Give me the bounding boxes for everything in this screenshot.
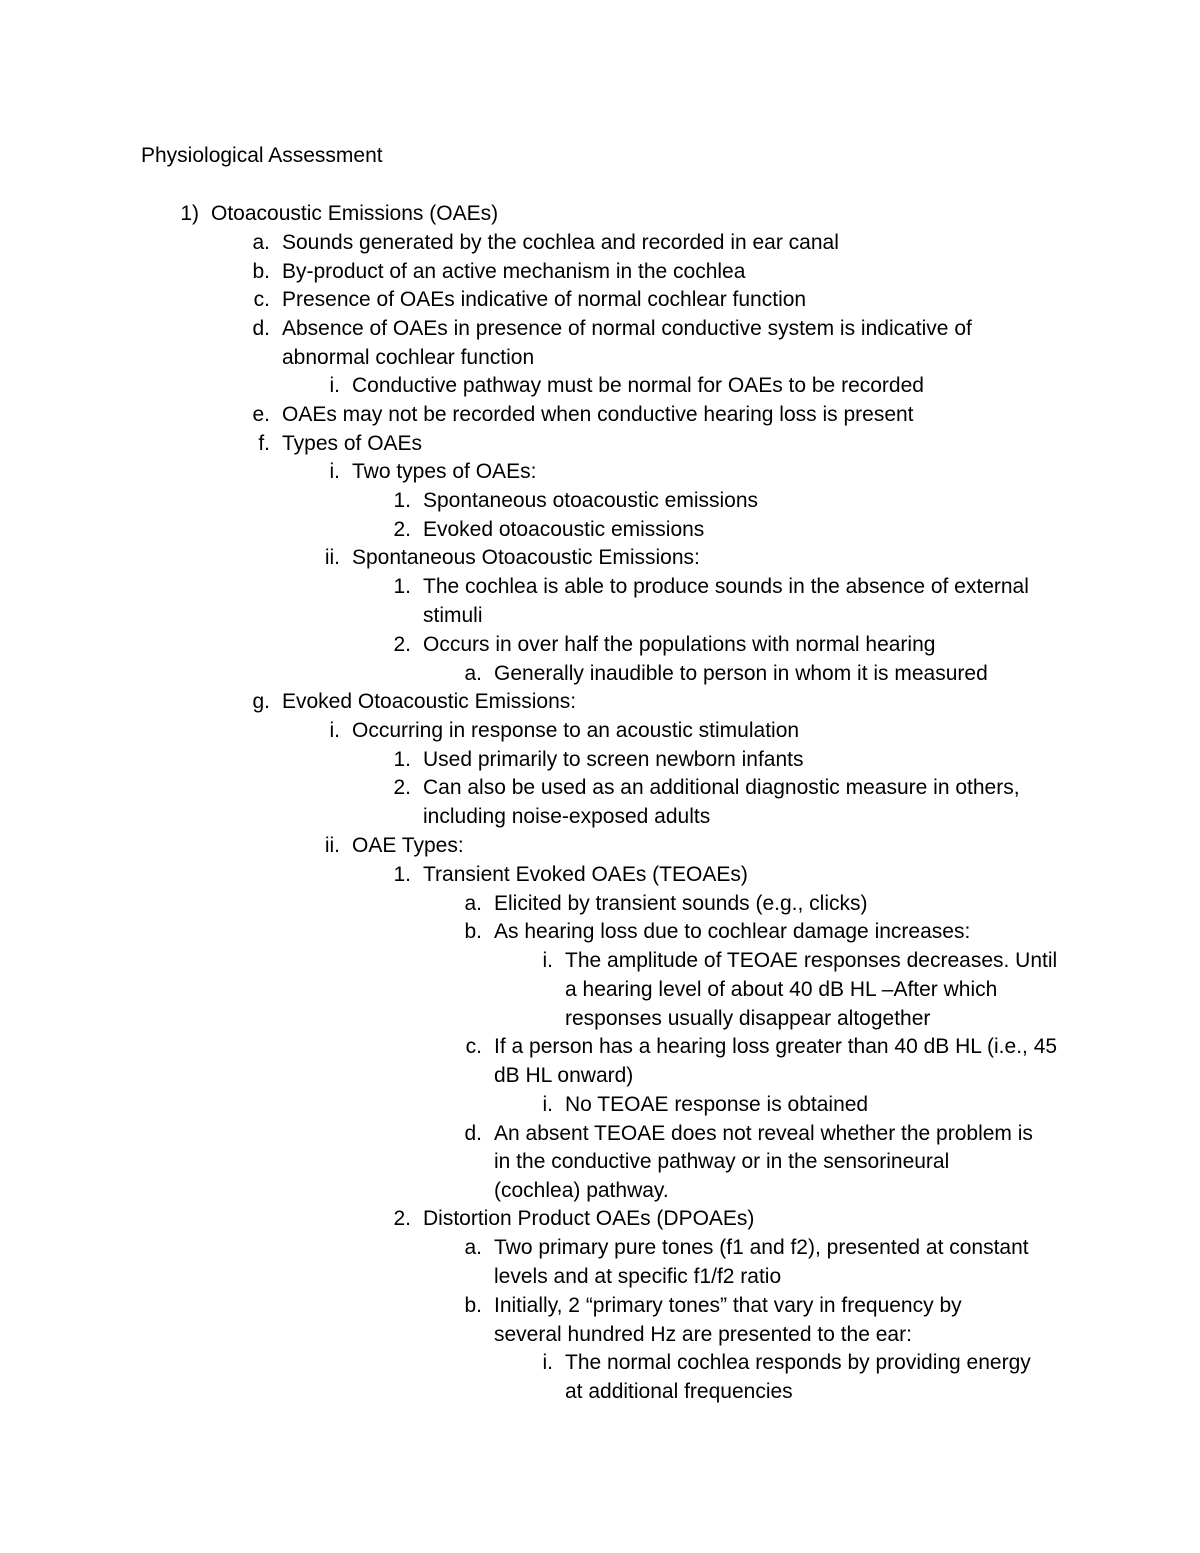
list-item-text: abnormal cochlear function [282,346,535,369]
list-marker: 1. [393,489,411,512]
list-item-text: The cochlea is able to produce sounds in the absence of external [423,575,1029,598]
list-marker: f. [258,432,270,455]
list-item-text: Used primarily to screen newborn infants [423,748,804,771]
list-marker: ii. [324,546,340,569]
list-item-text: OAEs may not be recorded when conductive hearing loss is present [282,403,914,426]
list-item-text: Conductive pathway must be normal for OAEs to be recorded [352,374,924,397]
list-item-text: Transient Evoked OAEs (TEOAEs) [423,863,748,886]
list-item-text: An absent TEOAE does not reveal whether the problem is [494,1122,1033,1145]
list-marker: a. [464,892,482,915]
list-item-text: in the conductive pathway or in the sensorineural [494,1150,950,1173]
list-item-text: OAE Types: [352,834,464,857]
list-item-text: Distortion Product OAEs (DPOAEs) [423,1207,755,1230]
list-item-text: The normal cochlea responds by providing energy [565,1351,1031,1374]
list-marker: i. [542,1093,553,1116]
list-marker: a. [252,231,270,254]
list-item-text: responses usually disappear altogether [565,1007,931,1030]
list-item-text: including noise-exposed adults [423,805,711,828]
list-marker: 2. [393,518,411,541]
list-item-text: levels and at specific f1/f2 ratio [494,1265,782,1288]
list-item-text: Evoked Otoacoustic Emissions: [282,690,577,713]
list-marker: i. [329,719,340,742]
list-marker: d. [252,317,270,340]
list-item-text: Generally inaudible to person in whom it is measured [494,662,988,685]
list-item-text: a hearing level of about 40 dB HL –After which [565,978,998,1001]
list-marker: i. [329,460,340,483]
list-item-text: Spontaneous Otoacoustic Emissions: [352,546,700,569]
list-item-text: stimuli [423,604,483,627]
list-marker: 2. [393,1207,411,1230]
list-item-text: Absence of OAEs in presence of normal conductive system is indicative of [282,317,972,340]
list-marker: g. [252,690,270,713]
list-item-text: (cochlea) pathway. [494,1179,669,1202]
list-item-text: Occurring in response to an acoustic stimulation [352,719,800,742]
list-item-text: Initially, 2 “primary tones” that vary in frequency by [494,1294,962,1317]
list-item-text: If a person has a hearing loss greater than 40 dB HL (i.e., 45 [494,1035,1058,1058]
list-item-text: Two types of OAEs: [352,460,537,483]
list-marker: ii. [324,834,340,857]
list-item-text: Occurs in over half the populations with normal hearing [423,633,936,656]
list-marker: d. [464,1122,482,1145]
list-marker: 1. [393,748,411,771]
list-marker: a. [464,662,482,685]
list-item-text: Two primary pure tones (f1 and f2), presented at constant [494,1236,1029,1259]
document-title: Physiological Assessment [141,144,383,167]
list-marker: a. [464,1236,482,1259]
list-item-text: Types of OAEs [282,432,423,455]
list-item-text: Spontaneous otoacoustic emissions [423,489,759,512]
list-marker: 1. [393,575,411,598]
list-item-text: Elicited by transient sounds (e.g., clicks) [494,892,868,915]
list-item-text: Presence of OAEs indicative of normal cochlear function [282,288,807,311]
list-marker: i. [542,949,553,972]
list-item-text: several hundred Hz are presented to the ear: [494,1323,912,1346]
list-marker: e. [252,403,270,426]
list-item-text: The amplitude of TEOAE responses decreases. Until [565,949,1058,972]
list-item-text: Can also be used as an additional diagnostic measure in others, [423,776,1020,799]
list-marker: c. [253,288,270,311]
list-item-text: Evoked otoacoustic emissions [423,518,705,541]
list-item-text: By-product of an active mechanism in the cochlea [282,260,746,283]
list-marker: b. [252,260,270,283]
list-marker: i. [542,1351,553,1374]
list-item-text: Sounds generated by the cochlea and recorded in ear canal [282,231,839,254]
list-marker: 1) [180,202,199,225]
list-marker: 2. [393,776,411,799]
list-item-text: No TEOAE response is obtained [565,1093,869,1116]
list-marker: 1. [393,863,411,886]
list-marker: b. [464,920,482,943]
list-item-text: Otoacoustic Emissions (OAEs) [211,202,499,225]
list-marker: c. [465,1035,482,1058]
list-item-text: at additional frequencies [565,1380,793,1403]
list-marker: i. [329,374,340,397]
list-marker: b. [464,1294,482,1317]
list-marker: 2. [393,633,411,656]
list-item-text: As hearing loss due to cochlear damage increases: [494,920,971,943]
list-item-text: dB HL onward) [494,1064,634,1087]
